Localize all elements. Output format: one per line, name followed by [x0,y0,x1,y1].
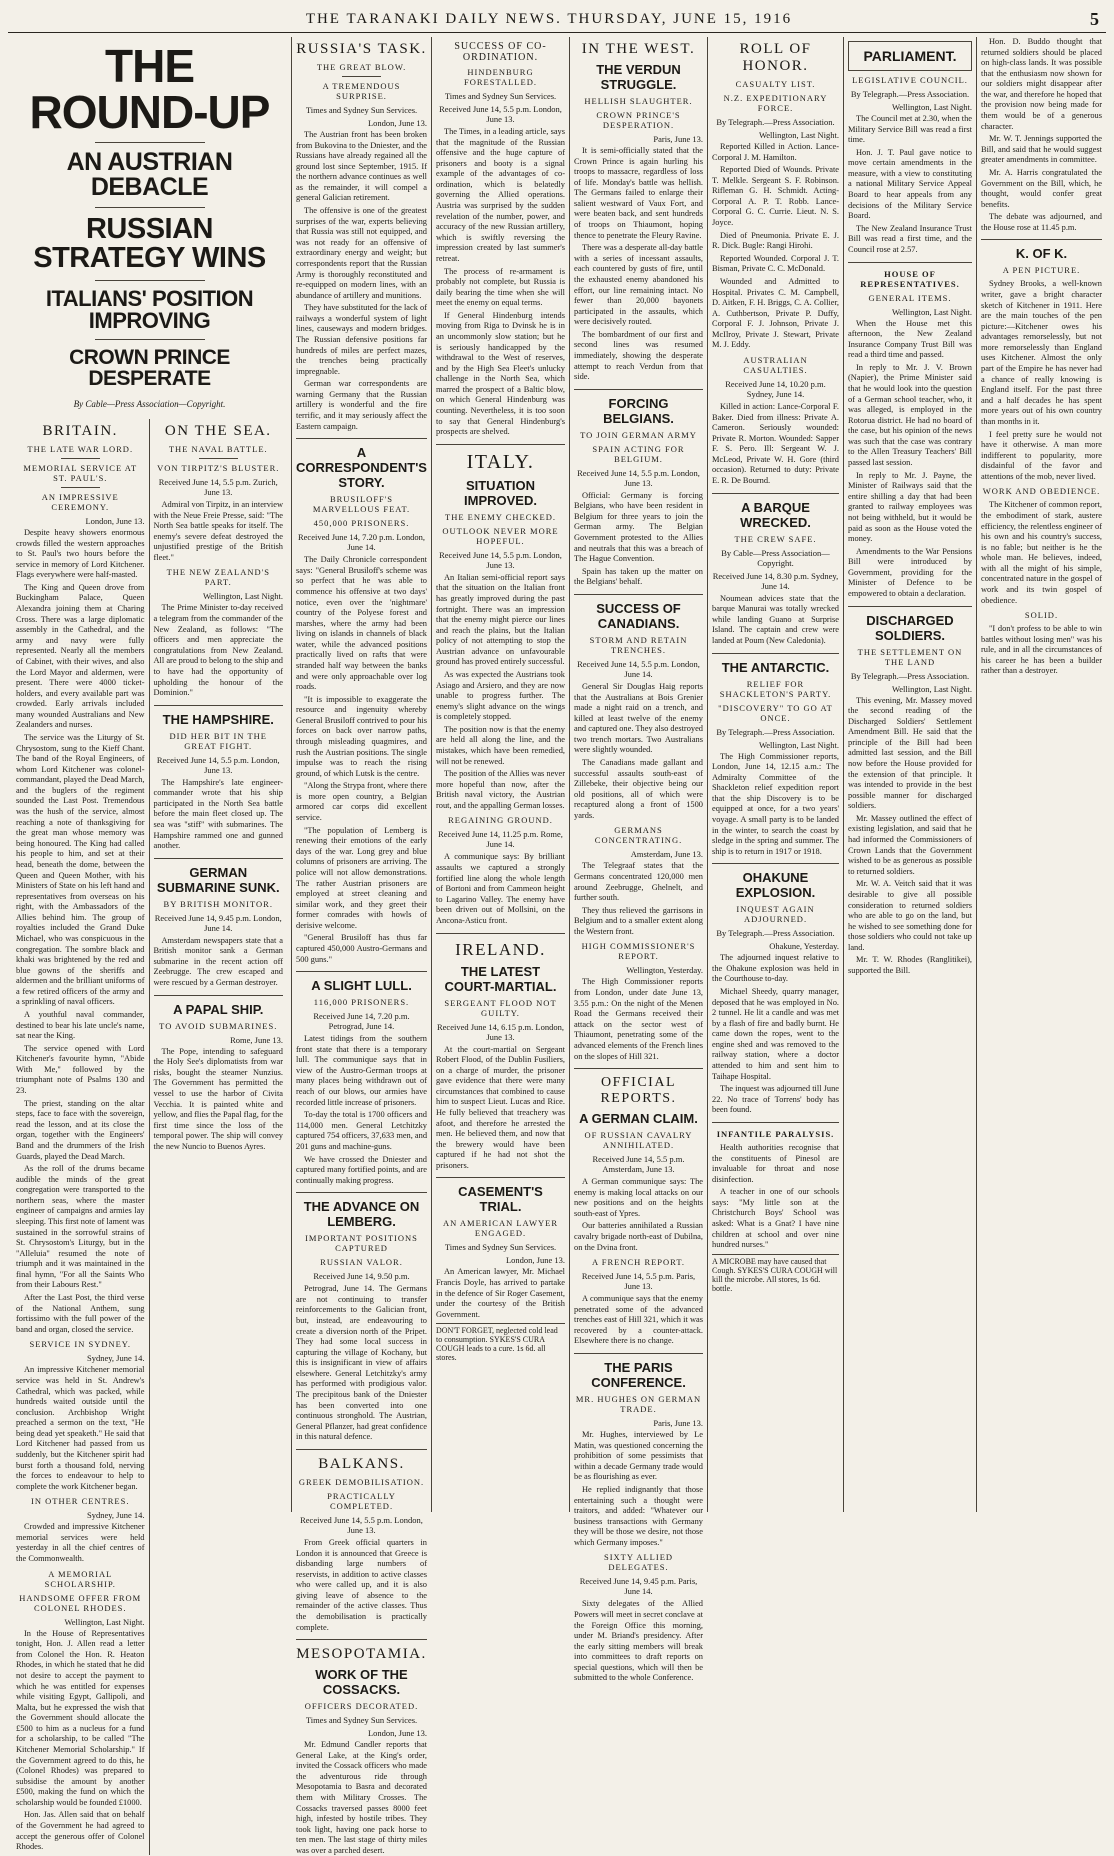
balkans-p1: From Greek official quarters in London it is announced that Greece is disbanding large numbers of reservists, in addition to active classes who were called up, and it is also giving leave of absence to the remainder of the active classes. Thus the demobilisation is practically complete. [296,1537,427,1632]
britain-dateline2: Sydney, June 14. [86,1353,145,1364]
antarctic-sub2: "DISCOVERY" TO GO AT ONCE. [718,702,833,723]
column-7 [977,37,1106,1512]
kofk-head: K. OF K. [1015,246,1068,262]
britain-sub1: THE LATE WAR LORD. [27,444,134,454]
sea-dateline2: Wellington, Last Night. [202,591,283,602]
official-head: OFFICIAL REPORTS. [600,1075,677,1107]
official-sub1: A GERMAN CLAIM. [579,1111,698,1127]
official-p2: Our batteries annihilated a Russian cavalry brigade north-east of Dubilna, on the Dvina front. [574,1221,703,1252]
discharged-p3: Mr. W. A. Veitch said that it was desirable to give all possible consideration to returned soldiers who are able to go on the land, but he wished to see something done for those soldiers who could not take up land. [848,879,972,952]
kofk-p4: "I don't profess to be able to win battles without losing men" was his rule, and in all the circumstances of his career he has been a builder rather than a destroyer. [981,624,1102,676]
paris-p3: Sixty delegates of the Allied Powers will meet in secret conclave at the Foreign Office this morning, under M. Briand's presidency. After the early sitting members will break into committees to draft reports on special questions, which will then be submitted to the whole Conference. [574,1599,703,1683]
coordination-p3: If General Hindenburg intends moving from Riga to Dvinsk he is in an uncommonly slow station; but he is seriously handicapped by the withdrawal to the West of reserves, and by the High Sea Fleet's unlucky challenge in the North Sea, which marred the prospect of a Baltic blow, on which General Hindenburg was counting. Nevertheless, it is too soon to say that General Hindenburg's prospects are shelved. [436,310,565,437]
russia-p2: The offensive is one of the greatest surprises of the war, experts believing that Russia was still not equipped, and was not ready for an offensive of extraordinary energy and weight; but correspondents report that the Russian Army is thoroughly reconstituted and re-equipped on modern lines, with an abundance of artillery and munitions. [296,206,427,300]
page-number: 5 [1090,8,1100,29]
germans-p1: The Telegraaf states that the Germans concentrated 120,000 men around Zeebrugge, Ghelnelt, and further south. [574,861,703,903]
russia-sub7: A SLIGHT LULL. [311,978,412,994]
kofk-p3: The Kitchener of common report, the embodiment of stark, austere efficiency, the relentless engineer of his own and his country's success, is no fable; but neither is he the whole man. He believes, indeed, with all the might of his simple, concentrated nature in the gospel of work and its twin gospel of obedience. [981,500,1102,605]
britain-p3: The service was the Liturgy of St. Chrysostom, sung to the Kieff Chant. The band of the Royal Engineers, of whom Lord Kitchener was colonel-commandant, played the Dead March, and the buglers of the regiment sounded the Last Post. Tremendous was the hush of the service, almost reaching a note of thanksgiving for the great man whose memory was being honoured. The King had called his people to him, and set at their head, beneath the dome, between the Queen and Queen Mother, with his Ministers of State on his left hand and representatives from overseas on his right, with the Ambassadors of the Allies behind him. The group of royalties included the Grand Duke Michael, who was conspicuous in the congregation. The sombre black and khaki was brightened by the red and blue gowns of the sheriffs and aldermen and the brilliant uniforms of a few retired officers of the army and a sprinkling of naval officers. [16,732,145,1007]
sea-dateline: Received June 14, 5.5 p.m. Zurich, June 13. [158,477,278,497]
belgians-sub1: TO JOIN GERMAN ARMY [580,429,697,440]
hc-dateline: Wellington, Yesterday. [626,965,703,976]
britain-p11: In the House of Representatives tonight, Hon. J. Allen read a letter from Colonel the Hon. R. Heaton Rhodes, in which he stated that he did not desire to accept the payment to which he was entitled for expenses while visiting Egypt, Gallipoli, and Malta, but he expressed the wish that the Government should allocate the £500 to him as a nucleus for a fund for a scholarship, to be called "The Kitchener Memorial Scholarship." If the Government agreed to do this, he (Colonel Rhodes) was prepared to subsidise the amount by another £500, making the fund on which the scholarship would be founded £1000. [16,1628,145,1807]
antarctic-dateline: Wellington, Last Night. [758,739,839,750]
discharged-sub2: By Telegraph.—Press Association. [850,670,970,681]
britain-p9: An impressive Kitchener memorial service was held in St. Andrew's Cathedral, which was packed, while hundreds waited outside until the conclusion. Archbishop Wright preached a sermon on the text, "He being dead yet speaketh." He said that Lord Kitchener had passed from us suddenly, but the Kitchener spirit had burst forth a thousand fold, nerving the forces to endeavour to help to complete the work Kitchener began. [16,1365,145,1491]
britain-p6: The priest, standing on the altar steps, face to face with the sovereign, read the lesson, and at its close the organ, together with the Engineers' Band and the drummers of the Irish Guards, played the Dead March. [16,1098,145,1161]
parliament-head: PARLIAMENT. [863,48,957,64]
russia-sub3: Times and Sydney Sun Services. [305,105,418,115]
italy-p4: The position of the Allies was never more hopeful than now, after the British naval victory, the Austrian rout, and the appalling German losses. [436,769,565,810]
italy-p2: As was expected the Austrians took Asiago and Arsiero, and they are now unable to progress further. The enemy's slight advance on the wings is completely stopped. [436,669,565,722]
parliament-sub2: By Telegraph.—Press Association. [850,89,970,99]
belgians-dateline: Received June 14, 5.5 p.m. London, June 13. [577,467,700,488]
kofk-p1: Sydney Brooks, a well-known writer, gave a bright character sketch of Kitchener in 1911. Here are the main touches of the pen picture:—Kitchener owes his advantages remorselessly, but not more remorselessly than England uses Kitchener. Almost the only part of the Empire he has never had a chance of really knowing is England itself. For the past three and a half decades he has spent more years out of his own country than months in it. [981,279,1102,426]
russia-sub1: THE GREAT BLOW. [316,62,407,72]
germans-head: GERMANS CONCENTRATING. [594,825,683,846]
c7-p3: Mr. A. Harris congratulated the Government on the Bill, which, he thought, would confer great benefits. [981,167,1102,209]
britain-sub7: HANDSOME OFFER FROM COLONEL RHODES. [19,1592,142,1613]
britain-p4: A youthful naval commander, destined to bear his late uncle's name, sat near the King. [16,1010,145,1041]
ireland-p1: At the court-martial on Sergeant Robert Flood, of the Dublin Fusiliers, on a charge of murder, the prisoner gave evidence that there were many circumstances that combined to cause him to suspect Lieut. Lucas and Rice. He fully believed that treachery was afoot, and therefore he arrested the men. He believed them, and now that the brewery would have been captured if he had not shot the prisoners. [436,1044,565,1170]
sea-sub5: DID HER BIT IN THE GREAT FIGHT. [169,730,267,751]
ohakune-sub2: By Telegraph.—Press Association. [716,928,835,939]
sea-sub8: A PAPAL SHIP. [173,1001,264,1017]
russia-p1: The Austrian front has been broken from Bukovina to the Dniester, and the Russians have already regained all the ground lost since September, 1915. If the northern advance continues as well as the remainder, it will compel a general Galician retirement. [296,130,427,203]
west-sub2: HELLISH SLAUGHTER. [584,96,693,106]
canadians-p1: General Sir Douglas Haig reports that the Australians at Bois Grenier made a night raid on a trench, and killed at least twelve of the enemy and captured one. They also destroyed two trench mortars. Two Australians were slightly wounded. [574,681,703,755]
russia-sub6: 450,000 PRISONERS. [313,518,410,529]
coordination-dateline: Received June 14, 5.5 p.m. London, June 13. [439,104,562,124]
britain-p2: The King and Queen drove from Buckingham Palace, Queen Alexandra joining them at Charing Cross. There was a large diplomatic assembly in the Cathedral, and the army and navy were fully represented. Nearly all the members of Cabinet, with their wives, and also the Lord Mayor and aldermen, were present. There were 4000 ticket-holders, and every available part was crowded. Early arrivals included many wounded Australians and New Zealanders and nurses. [16,582,145,730]
house-p2: In reply to Mr. J. V. Brown (Napier), the Prime Minister said that he would look into the question of a German school teacher, who, it was alleged, is employed in the Rotorua district. He had no board of the case, but his opinion of the news was such that the case was contrary to the Allen Treasury Teachers' Bill passed last session. [848,362,972,468]
barque-sub1: THE CREW SAFE. [734,533,817,544]
russia-dateline2: Received June 14, 7.20 p.m. London, June 14. [297,532,425,553]
honor-p5: Wounded and Admitted to Hospital. Privates C. M. Campbell, D. Aitken, F. H. Briggs, C. A. Collier, A. Cuthbertson, Private P. Duffy, Corporal F. J. Johnson, Private J. McIlroy, Private J. Stewart, Private M. J. Eddy. [712,276,839,350]
balkans-dateline: Received June 14, 5.5 p.m. London, June 13. [300,1514,423,1535]
column-1-subcolumns [12,419,287,1855]
belgians-head: FORCING BELGIANS. [603,395,674,426]
russia-p4: German war correspondents are warning Germany that the Russian artillery is wonderful and the fire terrific, and it may seriously affect the Eastern campaign. [296,379,427,431]
honor-head: ROLL OF HONOR. [739,41,812,74]
mesopotamia-p1: Mr. Edmund Candler reports that General Lake, at the King's order, invited the Cossack officers who made the adventurous ride through Mesopotamia to Basra and decorated them with Military Crosses. The Cossacks traversed passes 8000 feet high, infested by hostile tribes. They took light, having one pack horse to ten men. The last stage of thirty miles was over a parched desert. [296,1740,427,1855]
ireland-sub2: SERGEANT FLOOD NOT GUILTY. [444,997,557,1018]
sea-dateline3: Received June 14, 5.5 p.m. London, June 13. [156,754,280,775]
headline-russian-strategy: RUSSIAN STRATEGY WINS [33,213,266,274]
official-dateline: Received June 14, 5.5 p.m. Amsterdam, June 13. [592,1154,685,1175]
sea-section [150,419,288,1855]
headline-crown-prince: CROWN PRINCE DESPERATE [69,346,230,390]
russia-p9: "General Brusiloff has thus far captured 450,000 Austro-Germans and 500 guns." [296,933,427,964]
paris-sub2: SIXTY ALLIED DELEGATES. [603,1552,674,1573]
parliament-dateline: Wellington, Last Night. [891,102,972,112]
britain-p1: Despite heavy showers enormous crowds filled the western approaches to St. Paul's two hours before the service in memory of Lord Kitchener. Flags everywhere were half-masted. [16,528,145,580]
column-5 [708,37,844,1512]
house-p1: When the House met this afternoon, the New Zealand Insurance Company Trust Bill was read a third time and passed. [848,318,972,360]
italy-sub4: REGAINING GROUND. [448,815,553,826]
mesopotamia-sub2: OFFICERS DECORATED. [304,1701,419,1712]
paris-dateline2: Received June 14, 9.45 p.m. Paris, June 14. [579,1576,698,1597]
russia-sub11: RUSSIAN VALOR. [320,1257,403,1268]
ohakune-p2: Michael Sheedy, quarry manager, deposed that he was employed in No. 2 tunnel. He lit a candle and was met by a flash of fire and badly burnt. He came down the ropes, went to the engine shed and was removed to the railway station, where a doctor attended to him and sent him to Taihape Hospital. [712,987,839,1081]
sea-sub3: THE NEW ZEALAND'S PART. [166,567,270,588]
paralysis-p1: Health authorities recognise that the constituents of Pinesol are invaluable for throat and nose disinfection. [712,1142,839,1184]
house-p3: In reply to Mr. J. Payne, the Minister of Railways said that the entire shilling a day that had been granted to railway employees was not being withheld, but it would be paid as soon as the House voted the money. [848,470,972,544]
casement-head: CASEMENT'S TRIAL. [458,1184,543,1215]
casement-sub2: Times and Sydney Sun Services. [444,1242,557,1253]
britain-p5: The service opened with Lord Kitchener's favourite hymn, "Abide With Me," followed by the triumphant note of Psalms 130 and 23. [16,1043,145,1096]
britain-head: BRITAIN. [42,423,118,439]
sea-p1: Admiral von Tirpitz, in an interview with the Neue Freie Presse, said: "The North Sea battle speaks for itself. The enemy's severe defeat destroyed the unjustified prestige of the British fleet." [153,500,283,562]
italy-p1: An Italian semi-official report says that the situation on the Italian front has greatly improved during the past fortnight. There was an impression that the enemy might pierce our lines and reach the plains, but the Italian policy of not attempting to stop the Austrian advance on unfavourable ground has proved entirely successful. [436,572,565,667]
sea-sub6: GERMAN SUBMARINE SUNK. [156,864,280,895]
britain-p7: As the roll of the drums became audible the minds of the great congregation were transported to the northern seas, where the master engineer of campaigns and armies lay sleeping. This first note of lament was sustained in the sorrowful strains of St. Chrysostom's Liturgy, but in the "Alleluia" resumed the note of triumph and it was maintained in the final hymn, "For all the Saints Who from their Labours Rest." [16,1164,145,1290]
kofk-sub1: A PEN PICTURE. [1002,265,1081,276]
belgians-p2: Spain has taken up the matter on the Belgians' behalf. [574,566,703,587]
kofk-p2: I feel pretty sure he would not have it otherwise. A man more indifferent to popularity, more disdainful of the favor and attentions of the mob, never lived. [981,429,1102,481]
honor-dateline: Wellington, Last Night. [758,130,839,140]
russia-p13: Petrograd, June 14. The Germans are not continuing to transfer reinforcements to the Galician front, but, instead, are endeavouring to create a diversion north of the Pripet. They had some local success in capturing the village of Kochany, but this is insignificant in view of affairs elsewhere. General Letchitzky's army has performed with prodigious valor. The precipitous bank of the Dniester has been converted into one continuous stronghold. The Austrian, General Pflanzer, had great confidence in this natural defence. [296,1284,427,1442]
britain-sub3: AN IMPRESSIVE CEREMONY. [41,492,119,512]
c7-p2: Mr. W. T. Jennings supported the Bill, and said that he would suggest greater amendments in committee. [981,134,1102,165]
west-sub1: THE VERDUN STRUGGLE. [596,62,681,92]
britain-section [12,419,150,1855]
sea-sub1: THE NAVAL BATTLE. [168,444,268,454]
russia-sub8: 116,000 PRISONERS. [313,997,410,1008]
ohakune-dateline: Ohakune, Yesterday. [769,941,839,952]
barque-sub2: By Cable—Press Association—Copyright. [721,547,830,568]
microbe-ad: A MICROBE may have caused that Cough. SYKES'S CURA COUGH will kill the microbe. All stores, 1s 6d. bottle. [712,1254,839,1293]
parliament-box [848,41,972,71]
french-dateline: Received June 14, 5.5 p.m. Paris, June 13. [581,1271,696,1292]
sea-sub7: BY BRITISH MONITOR. [163,898,273,909]
italy-p5: A communique says: By brilliant assaults we captured a strongly fortified line along the whole length of Bortoni and from Cammeon height to Lagarino Valley. The enemy have been driven out of Mollsini, on the Ancona-Asticu front. [436,852,565,925]
discharged-head: DISCHARGED SOLDIERS. [866,612,954,643]
canadians-sub1: STORM AND RETAIN TRENCHES. [589,634,688,655]
paris-head: THE PARIS CONFERENCE. [591,1360,686,1391]
discharged-p4: Mr. T. W. Rhodes (Ranglitikei), supported the Bill. [848,955,972,975]
aus-dateline: Received June 14, 10.20 p.m. Sydney, June 14. [725,378,826,399]
canadians-head: SUCCESS OF CANADIANS. [596,600,681,631]
mesopotamia-head: MESOPOTAMIA. [296,1646,427,1663]
column-2 [292,37,432,1855]
sea-p4: Amsterdam newspapers state that a British monitor sank a German submarine in the recent action off Zeebrugge. The crew escaped and were rescued by a German destroyer. [153,935,283,988]
canadians-dateline: Received June 14, 5.5 p.m. London, June 14. [577,658,700,679]
honor-p3: Died of Pneumonia. Private E. J. R. Dick. Bugle: Rangi Hirohi. [712,230,839,251]
britain-sub6: A MEMORIAL SCHOLARSHIP. [44,1568,116,1589]
hc-p1: The High Commissioner reports from London, under date June 13, 3.55 p.m.: On the night of the Menen Road the Germans received their attack on the sector west of Thiaumont, penetrating some of the advanced elements of the French lines on the slopes of Hill 321. [574,977,703,1061]
russia-p5: The Daily Chronicle correspondent says: "General Brusiloff's scheme was so perfect that he was able to commence his offensive at two days' notice, even over the 'nightmare' country of the Polyese forest and marshes, where the army had been living on islands in channels of black water, while the advanced positions practically lived on rafts that were stranded half way between the banks and were only approachable over log roads. [296,555,427,692]
britain-dateline3: Sydney, June 14. [86,1510,145,1521]
sea-p2: The Prime Minister to-day received a telegram from the commander of the New Zealand, as follows: "The officers and men appreciate the congratulations from New Zealand. All are proud to belong to the ship and to have had the opportunity of upholding the honour of the Dominion." [153,603,283,698]
column-1 [8,37,292,1852]
sea-head: ON THE SEA. [164,423,272,439]
coordination-p1: The Times, in a leading article, says that the magnitude of the Russian offensive and the huge capture of prisoners and booty is a signal example of the advantages of co-ordination, which is belatedly governing the Allied operations. Austria was surprised by the sudden revelation of the number, power, and accuracy of the new Russian artillery, which is swiftly reversing the impression created by last summer's retreat. [436,127,565,263]
russia-sub4: A CORRESPONDENT'S STORY. [296,445,427,491]
antarctic-sub3: By Telegraph.—Press Association. [716,726,835,737]
belgians-p1: Official: Germany is forcing Belgians, who have been resident in Belgium for three years to join the German army. The Belgian Government protested to the Allies and neutrals that this was a breach of The Hague Convention. [574,490,703,564]
paris-dateline: Paris, June 13. [653,1418,703,1429]
west-p3: The bombardment of our first and second lines was resumed immediately, showing the desperate attempt to reach Verdun from that side. [574,329,703,382]
honor-sub2: N.Z. EXPEDITIONARY FORCE. [723,93,828,113]
coordination-head: SUCCESS OF CO-ORDINATION. [454,41,547,63]
russia-sub2: A TREMENDOUS SURPRISE. [322,81,401,101]
sea-dateline4: Received June 14, 9.45 p.m. London, June 14. [154,912,282,933]
sea-sub4: THE HAMPSHIRE. [162,711,274,727]
paris-p1: Mr. Hughes, interviewed by Le Matin, was questioned concerning the prohibition of some pessimists that within a decade Germany trade would be as flourishing as ever. [574,1430,703,1482]
balkans-sub2: PRACTICALLY COMPLETED. [327,1490,396,1511]
ireland-sub1: THE LATEST COURT-MARTIAL. [444,963,557,994]
casement-sub1: AN AMERICAN LAWYER ENGAGED. [442,1218,559,1239]
paralysis-p2: A teacher in one of our schools says: "My little son at the Christchurch Boys' School was asked: What is a Gnat? I have nine children at school and over nine hundred nurses." [712,1187,839,1250]
britain-p10: Crowded and impressive Kitchener memorial services were held yesterday in all the chief centres of the Commonwealth. [16,1522,145,1564]
barque-p1: Noumean advices state that the barque Manurai was totally wrecked while landing Guano at Surprise Island. The captain and crew were landed at Poum (New Caledonia). [712,593,839,645]
russia-p7: "Along the Strypa front, where there is more open country, a Belgian armored car corps did excellent service. [296,781,427,823]
russia-sub10: IMPORTANT POSITIONS CAPTURED [305,1233,418,1254]
britain-sub4: SERVICE IN SYDNEY. [29,1339,131,1350]
ireland-head: IRELAND. [455,939,546,959]
cura-cough-ad: DON'T FORGET, neglected cold lead to consumption. SYKES'S CURA COUGH leads to a cure. 1s 6d. all stores. [436,1323,565,1362]
c7-p4: The debate was adjourned, and the House rose at 11.45 p.m. [981,212,1102,232]
balkans-head: BALKANS. [318,1455,405,1472]
west-head: IN THE WEST. [581,41,696,57]
ohakune-p3: The inquest was adjourned till June 22. No trace of Torrens' body has been found. [712,1084,839,1115]
parliament-p3: The New Zealand Insurance Trust Bill was read a first time, and the Council rose at 2.57. [848,223,972,254]
italy-dateline2: Received June 14, 11.25 p.m. Rome, June 14. [438,829,563,850]
headline-round-up: THE ROUND-UP [29,40,270,138]
ohakune-sub1: INQUEST AGAIN ADJOURNED. [736,904,815,925]
barque-dateline: Received June 14, 8.30 p.m. Sydney, June 14. [712,570,839,591]
kofk-sub2: WORK AND OBEDIENCE. [982,486,1101,497]
britain-p8: After the Last Post, the third verse of the National Anthem, sung fortissimo with the full power of the band and organ, closed the service. [16,1293,145,1334]
mesopotamia-dateline: London, June 13. [367,1728,427,1739]
west-dateline: Paris, June 13. [653,134,703,144]
antarctic-head: THE ANTARCTIC. [721,659,830,675]
discharged-sub1: THE SETTLEMENT ON THE LAND [857,646,963,667]
hc-head: HIGH COMMISSIONER'S REPORT. [581,941,696,962]
russia-p11: To-day the total is 1700 officers and 114,000 men. General Letchitzky captured 754 officers, 37,633 men, and 201 guns and machine-guns. [296,1110,428,1151]
west-p1: It is semi-officially stated that the Crown Prince is again hurling his troops to massacre, regardless of loss of life. Monday's battle was hellish. The Germans failed to enlarge their salient westward of Vaux Fort, and were beaten back, and sent hundreds of troops on Thiaumont, hoping thence to penetrate the Fleury Ravine. [574,146,703,240]
honor-sub1: CASUALTY LIST. [735,79,816,89]
column-6 [844,37,977,1512]
headline-italians-position: ITALIANS' POSITION IMPROVING [45,286,254,333]
casement-dateline: London, June 13. [505,1255,565,1266]
coordination-p2: The process of re-armament is probably not complete, but Russia is daily bearing the time when she will meet the enemy on equal terms. [436,266,565,308]
paris-p2: He replied indignantly that those entertaining such a thought were traitors, and added: "Whatever our business transactions with Germany they will be those we desire, not those which Germany imposes." [574,1484,703,1547]
house-sub1: GENERAL ITEMS. [868,292,952,303]
masthead-title: THE TARANAKI DAILY NEWS. THURSDAY, JUNE 15, 1916 [305,10,793,27]
russia-dateline4: Received June 14, 9.50 p.m. [313,1271,410,1282]
coordination-sub1: HINDENBURG FORESTALLED. [464,67,537,87]
britain-sub5: IN OTHER CENTRES. [31,1496,130,1507]
antarctic-sub1: RELIEF FOR SHACKLETON'S PARTY. [719,678,832,699]
ohakune-p1: The adjourned inquest relative to the Ohakune explosion was held in the Courthouse to-day. [712,953,839,984]
britain-sub2: MEMORIAL SERVICE AT ST. PAUL'S. [23,463,138,483]
parliament-p1: The Council met at 2.30, when the Military Service Bill was read a first time. [848,114,972,145]
official-sub2: OF RUSSIAN CAVALRY ANNIHILATED. [584,1130,693,1151]
discharged-dateline: Wellington, Last Night. [891,683,972,694]
columns [8,37,1106,1855]
balkans-sub1: GREEK DEMOBILISATION. [298,1476,425,1487]
britain-dateline: London, June 13. [85,516,145,526]
italy-p3: The position now is that the enemy are held all along the line, and the mistakes, which have been remedied, will not be renewed. [436,724,565,766]
sea-p5: The Pope, intending to safeguard the Holy See's diplomatists from war risks, bought the steamer Nunzius. The Government has permitted the vessel to use the harbor of Civita Vecchia. It is painted white and yellow, and flies the Papal flag, for the first time since the loss of the temporal power. The ship will convey the new Nuncio to Buenos Ayres. [153,1046,283,1151]
c7-p1: Hon. D. Buddo thought that returned soldiers should be placed on high-class lands. It was possible that the enthusiasm now shown for our soldiers might disappear after the war, and therefore he hoped that the provision now being made for them would be of a generous character. [981,37,1102,131]
aus-p1: Killed in action: Lance-Corporal F. Baker. Died from illness: Private A. Cameron. Seriously wounded: Private R. Morton. Wounded: Sapper F. S. Pero. Ill: Sergeant W. J. McLeod, Private W. H. Gore (third occasion). Returned to duty: Private E. R. De Bournd. [712,401,839,486]
barque-head: A BARQUE WRECKED. [740,499,811,530]
discharged-p1: This evening, Mr. Massey moved the second reading of the Discharged Soldiers' Settlement Amendment Bill. He said that the principle of the Bill had been admitted last session, and the Bill now before the House provided for the extension of that principle. It was intended to provide in the best possible manner for discharged soldiers. [848,695,972,811]
russia-head: RUSSIA'S TASK. [296,41,427,57]
belgians-sub2: SPAIN ACTING FOR BELGIUM. [592,443,685,464]
italy-head: ITALY. [466,450,535,473]
russia-dateline: London, June 13. [367,118,427,128]
italy-dateline: Received June 14, 5.5 p.m. London, June 13. [439,549,562,570]
casement-p1: An American lawyer, Mr. Michael Francis Doyle, has arrived to partake in the defence of Sir Roger Casement, under the courtesy of the British Government. [436,1267,565,1319]
russia-dateline3: Received June 14, 7.20 p.m. Petrograd, June 14. [313,1011,410,1032]
italy-sub1: SITUATION IMPROVED. [464,477,537,508]
coordination-sub2: Times and Sydney Sun Services. [444,91,557,101]
russia-p6: "It is impossible to exaggerate the resource and ingenuity whereby General Brusiloff contrived to pour his forces on back over narrow paths, through misleading quagmires, and rush the Austrian positions. The single impulse was to reach the rising ground, of which Lutsk is the centre. [296,694,427,778]
honor-p2: Reported Died of Wounds. Private T. Melkle. Sergeant S. F. Robinson. Rifleman G. H. Schmidt. Acting-Corporal A. P. T. Robb. Lance-Corporal G. C. Currie. Lieut. N. S. Joyce. [712,165,839,228]
britain-p12: Hon. Jas. Allen said that on behalf of the Government he had agreed to accept the generous offer of Colonel Rhodes. [16,1810,145,1852]
paralysis-head: INFANTILE PARALYSIS. [716,1128,835,1139]
house-dateline: Wellington, Last Night. [891,306,972,317]
west-sub3: CROWN PRINCE'S DESPERATION. [596,110,681,130]
official-p1: A German communique says: The enemy is making local attacks on our new positions and on the heights south-east of Ypres. [574,1177,703,1218]
russia-p3: They have substituted for the lack of railways a wonderful system of light lines, causeways and modern bridges. The Russian defensive positions far hundreds of miles are perfect mazes, the trenches being practically impregnable. [296,303,427,376]
kofk-sub3: SOLID. [1024,610,1059,621]
italy-sub2: THE ENEMY CHECKED. [445,511,556,522]
sea-dateline5: Rome, June 13. [230,1034,283,1045]
sea-sub2: VON TIRPITZ'S BLUSTER. [157,463,280,473]
house-p4: Amendments to the War Pensions Bill were introduced by Government, providing for the Minister of Defence to be empowered to obtain a declaration. [848,546,972,598]
column-4 [570,37,708,1683]
ohakune-head: OHAKUNE EXPLOSION. [735,870,816,901]
germans-dateline: Amsterdam, June 13. [630,849,703,860]
headline-austrian-debacle: AN AUSTRIAN DEBACLE [66,148,233,201]
mesopotamia-sub3: Times and Sydney Sun Services. [305,1715,418,1726]
paris-sub1: MR. HUGHES ON GERMAN TRADE. [575,1394,702,1415]
italy-sub3: OUTLOOK NEVER MORE HOPEFUL. [442,525,559,546]
aus-head: AUSTRALIAN CASUALTIES. [743,354,808,375]
sea-p3: The Hampshire's late engineer-commander wrote that his ship participated in the North Sea battle before the main fleet closed up. The sea was "stiff" with submarines. The Hampshire rammed one and gunned another. [153,777,283,851]
canadians-p2: The Canadians made gallant and successful assaults south-east of Zillebeke, their objective being our old positions, all of which were recaptured along a front of 1500 yards. [574,757,703,820]
byline: By Cable—Press Association—Copyright. [73,399,226,409]
britain-dateline4: Wellington, Last Night. [64,1616,145,1627]
west-p2: There was a desperate all-day battle with a series of incessant assaults, each countered by gusts of fire, until the exhausted enemy abandoned his effort, our line remaining intact. No fewer than 20,000 bayonets participated in the assaults, which were decisively routed. [574,243,703,327]
russia-sub9: THE ADVANCE ON LEMBERG. [303,1199,420,1230]
ireland-dateline: Received June 14, 6.15 p.m. London, June 13. [436,1021,564,1042]
russia-p12: We have crossed the Dniester and captured many fortified points, and are continually making progress. [296,1154,427,1185]
mesopotamia-sub1: WORK OF THE COSSACKS. [315,1667,408,1698]
column-3 [432,37,570,1512]
russia-p10: Latest tidings from the southern front state that there is a temporary lull. The communique says that in view of the Austro-German troops at many places being withdrawn out of reach of our blows, our armies have recorded little increase of prisoners. [296,1034,427,1107]
russia-p8: "The population of Lemberg is renewing their emotions of the early days of the war. Long grey and blue columns of prisoners are arriving. The police will not allow demonstrations. The rather Austrian prisoners are employed at street cleaning and similar work, and they greet their former comrades with howls of derisive welcome. [296,825,427,930]
house-head: HOUSE OF REPRESENTATIVES. [860,268,960,289]
french-p1: A communique says that the enemy penetrated some of the advanced trenches east of Hill 321, which it was recovered by a counter-attack. Elsewhere there is no change. [574,1294,703,1346]
sea-sub9: TO AVOID SUBMARINES. [159,1020,278,1031]
parliament-sub1: LEGISLATIVE COUNCIL. [852,75,968,85]
honor-sub3: By Telegraph.—Press Association. [716,117,835,127]
germans-p2: They thus relieved the garrisons in Belgium and to a smaller extent along the Western front. [574,905,703,936]
honor-p1: Reported Killed in Action. Lance-Corporal J. M. Hamilton. [712,142,839,162]
russia-sub5: BRUSILOFF'S MARVELLOUS FEAT. [312,494,411,515]
parliament-p2: Hon. J. T. Paul gave notice to move certain amendments in the measure, with a view to constituting a national Military Service Appeal Board to hear appeals from any decisions of the Military Service Board. [848,147,972,221]
antarctic-p1: The High Commissioner reports, London, June 14, 12.15 a.m.: The Admiralty Committee of the Shackleton relief expedition report that the ship Discovery is to be equipped at once, for a two years' voyage. A small party is to be landed in the winter, to search the coast by sledge in the spring and summer. The ship is to return in 1917 or 1918. [712,751,839,856]
honor-p4: Reported Wounded. Corporal J. T. Bisman, Private C. C. McDonald. [712,253,839,274]
french-head: A FRENCH REPORT. [591,1257,686,1268]
discharged-p2: Mr. Massey outlined the effect of existing legislation, and said that he had informed the Commissioners of Crown Lands that the Government wished to be as generous as possible to returned soldiers. [848,813,972,876]
masthead [8,6,1106,33]
